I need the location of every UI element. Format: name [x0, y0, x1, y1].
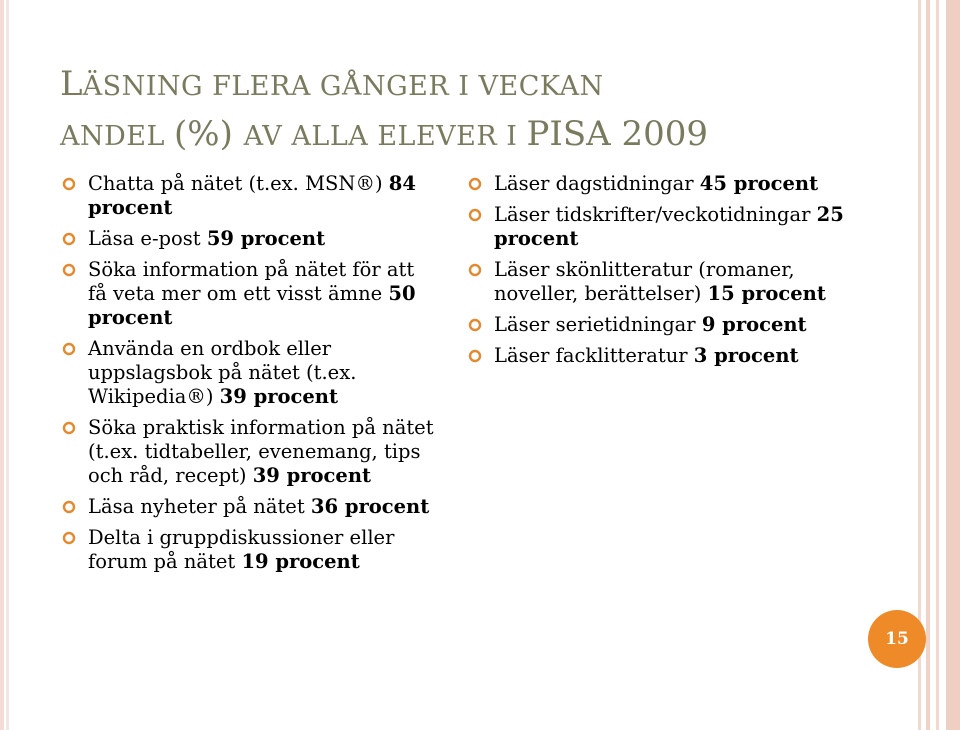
ring-bullet-icon — [62, 263, 76, 277]
item-text: Läser facklitteratur — [494, 344, 694, 367]
item-text: Läser skönlitteratur (romaner, noveller, berättelser) — [494, 258, 795, 305]
item-value: 9 procent — [701, 313, 807, 336]
title-line-1: LÄSNING FLERA GÅNGER I VECKAN — [60, 64, 604, 104]
item-value: 39 procent — [219, 385, 338, 408]
list-item — [468, 172, 858, 196]
item-value: 3 procent — [693, 344, 799, 367]
ring-bullet-icon — [468, 177, 482, 191]
ring-bullet-icon — [468, 208, 482, 222]
ring-bullet-icon — [62, 177, 76, 191]
ring-bullet-icon — [62, 421, 76, 435]
item-text: Läser tidskrifter/veckotidningar — [494, 203, 817, 226]
list-item — [468, 313, 858, 337]
item-text: Läser serietidningar — [494, 313, 702, 336]
item-text: Chatta på nätet (t.ex. MSN®) — [88, 172, 389, 195]
list-item — [62, 495, 437, 519]
ring-bullet-icon — [468, 318, 482, 332]
item-text: Använda en ordbok eller uppslagsbok på nätet (t.ex. Wikipedia®) — [88, 337, 357, 408]
item-text: Läsa nyheter på nätet — [88, 495, 311, 518]
ring-bullet-icon — [468, 349, 482, 363]
ring-bullet-icon — [62, 232, 76, 246]
list-item — [62, 416, 437, 488]
item-value: 36 procent — [310, 495, 430, 518]
item-value: 39 procent — [252, 464, 372, 487]
item-text: Söka praktisk information på nätet (t.ex. tidtabeller, evenemang, tips och råd, recept) — [88, 416, 434, 487]
ring-bullet-icon — [62, 342, 76, 356]
item-text: Söka information på nätet för att få veta mer om ett visst ämne — [88, 258, 415, 305]
list-item — [62, 337, 437, 409]
list-item — [468, 203, 858, 251]
page-number: 15 — [885, 629, 909, 649]
ring-bullet-icon — [468, 263, 482, 277]
item-text: Läsa e-post — [88, 227, 207, 250]
item-value: 50 procent — [88, 282, 416, 329]
list-item — [62, 526, 437, 574]
right-bullet-list — [468, 172, 858, 375]
item-value: 15 procent — [707, 282, 826, 305]
item-value: 84 procent — [88, 172, 416, 219]
slide-title — [60, 62, 880, 162]
title-line-2: ANDEL (%) AV ALLA ELEVER I PISA 2009 — [60, 114, 709, 154]
page-number-badge — [868, 610, 926, 668]
list-item — [62, 172, 437, 220]
left-bullet-list — [62, 172, 437, 581]
item-value: 59 procent — [206, 227, 326, 250]
item-value: 19 procent — [241, 550, 360, 573]
left-border-decoration — [0, 0, 12, 730]
item-value: 45 procent — [699, 172, 819, 195]
ring-bullet-icon — [62, 500, 76, 514]
list-item — [62, 227, 437, 251]
item-text: Läser dagstidningar — [494, 172, 700, 195]
list-item — [62, 258, 437, 330]
item-text: Delta i gruppdiskussioner eller forum på nätet — [88, 526, 395, 573]
list-item — [468, 344, 858, 368]
ring-bullet-icon — [62, 531, 76, 545]
item-value: 25 procent — [494, 203, 844, 250]
list-item — [468, 258, 858, 306]
